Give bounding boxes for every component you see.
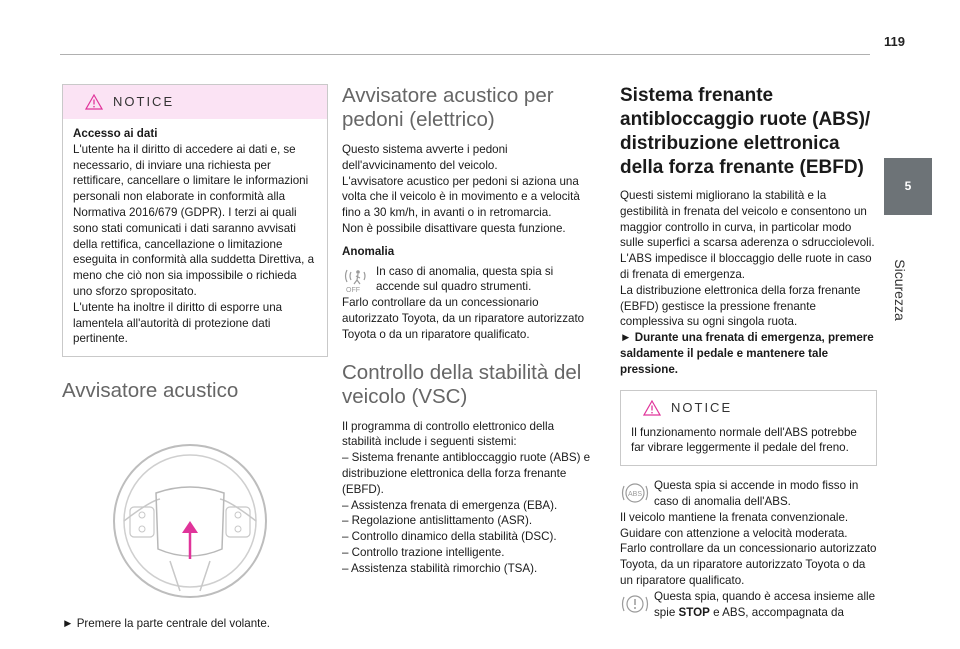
abs-warning-light-icon: [620, 478, 650, 508]
horn-instruction: ► Premere la parte centrale del volante.: [62, 616, 271, 630]
vsc-item: – Controllo dinamico della stabilità (DSC).: [342, 530, 557, 544]
pedestrian-p3: Non è possibile disattivare questa funzione.: [342, 221, 566, 235]
chapter-title: Sicurezza: [892, 259, 908, 321]
brake-icon-row: [620, 589, 877, 621]
header-rule: [60, 54, 870, 55]
brake-icon-text: [654, 589, 877, 621]
vsc-item: – Controllo trazione intelligente.: [342, 545, 505, 559]
notice-text: Il funzionamento normale dell'ABS potrebbe far vibrare leggermente il pedale del freno.: [631, 425, 857, 455]
abs-icon-row: [620, 478, 877, 510]
anomaly-icon-text: In caso di anomalia, questa spia si accende sul quadro strumenti.: [376, 264, 554, 294]
abs-p1: Questi sistemi migliorano la stabilità e la gestibilità in frenata del veicolo e consentono un maggior controllo in curva, in particolar modo sulle superfici a scarsa aderenza o sdrucciolevoli.: [620, 189, 875, 250]
brake-text-pre: Questa spia, quando è accesa insieme alle spie: [654, 589, 876, 619]
notice-text-2: L'utente ha inoltre il diritto di esporre una lamentela all'autorità di protezione dati pertinente.: [73, 300, 283, 346]
section-title-abs: Sistema frenante antibloccaggio ruote (ABS)/ distribuzione elettronica della forza frenante (EBFD): [620, 85, 871, 178]
steering-wheel-illustration: [110, 441, 270, 601]
column-left: [62, 84, 328, 632]
anomaly-paragraph: Farlo controllare da un concessionario autorizzato Toyota, da un riparatore autorizzato Toyota o da un riparatore qualificato.: [342, 296, 585, 341]
brake-warning-light-icon: [620, 589, 650, 619]
abs-p3: La distribuzione elettronica della forza frenante (EBFD) gestisce la pressione frenante complessiva su ogni singola ruota.: [620, 283, 861, 329]
pedestrian-p2: L'avvisatore acustico per pedoni si aziona una volta che il veicolo è in movimento e a velocità fino a 30 km/h, in avanti o in retromarcia.: [342, 174, 580, 220]
chapter-title-vertical: [880, 250, 920, 330]
warning-triangle-icon: [643, 400, 661, 416]
abs-p4: ► Durante una frenata di emergenza, premere saldamente il pedale e mantenere tale pressione.: [620, 331, 874, 376]
svg-text:ABS: ABS: [628, 491, 643, 499]
anomaly-icon-row: [342, 264, 592, 296]
anomaly-heading: Anomalia: [342, 244, 395, 258]
column-right: [620, 84, 877, 620]
column-middle: [342, 84, 592, 577]
section-title-horn: Avvisatore acustico: [62, 379, 239, 403]
chapter-tab[interactable]: 5: [884, 158, 932, 215]
vsc-item: – Regolazione antislittamento (ASR).: [342, 514, 533, 528]
notice-header: [621, 391, 876, 425]
abs-p2: L'ABS impedisce il bloccaggio delle ruote in caso di frenata di emergenza.: [620, 252, 872, 281]
notice-body: [63, 119, 327, 356]
notice-heading: Accesso ai dati: [73, 127, 158, 140]
abs-icon-text: Questa spia si accende in modo fisso in caso di anomalia dell'ABS.: [654, 479, 859, 508]
abs-p6: Farlo controllare da un concessionario autorizzato Toyota, da un riparatore autorizzato Toyota o da un riparatore qualificato.: [620, 542, 877, 587]
svg-text:OFF: OFF: [346, 286, 360, 294]
section-title-vsc: Controllo della stabilità del veicolo (VSC): [342, 360, 582, 408]
section-title-pedestrian-horn: Avvisatore acustico per pedoni (elettrico): [342, 84, 554, 131]
notice-body: [621, 425, 876, 466]
vsc-intro: Il programma di controllo elettronico della stabilità include i seguenti sistemi:: [342, 419, 555, 449]
vsc-item: – Sistema frenante antibloccaggio ruote (ABS) e distribuzione elettronica della forza frenante (EBFD).: [342, 451, 591, 496]
vsc-item: – Assistenza stabilità rimorchio (TSA).: [342, 561, 538, 575]
page-number: 119: [884, 34, 905, 49]
notice-box-abs: [620, 390, 877, 467]
notice-title: NOTICE: [113, 94, 175, 110]
pedestrian-p1: Questo sistema avverte i pedoni dell'avvicinamento del veicolo.: [342, 143, 508, 172]
notice-title: NOTICE: [671, 399, 733, 415]
notice-header: [63, 85, 327, 119]
stop-label: STOP: [678, 605, 710, 619]
notice-box-data-access: [62, 84, 328, 357]
brake-text-post: e ABS, accompagnata da: [709, 605, 844, 619]
notice-text: L'utente ha il diritto di accedere ai dati e, se necessario, di inviare una richiesta per rettificare, cancellare o limitare le informazioni personali non elaborate in conformità alla Normativa 2016/679 (GDPR). I terzi ai quali sono stati comunicati i dati saranno avvisati della rettifica, cancellazione o limitazione eseguita in conformità alla suddetta Direttiva, a meno che ciò non sia impossibile o richieda uno sforzo spropositato.: [73, 142, 315, 298]
vsc-item: – Assistenza frenata di emergenza (EBA).: [342, 498, 558, 512]
pedestrian-sound-off-icon: [342, 264, 372, 294]
warning-triangle-icon: [85, 94, 103, 110]
abs-p5: Il veicolo mantiene la frenata convenzionale. Guidare con attenzione a velocità moderata.: [620, 510, 849, 540]
